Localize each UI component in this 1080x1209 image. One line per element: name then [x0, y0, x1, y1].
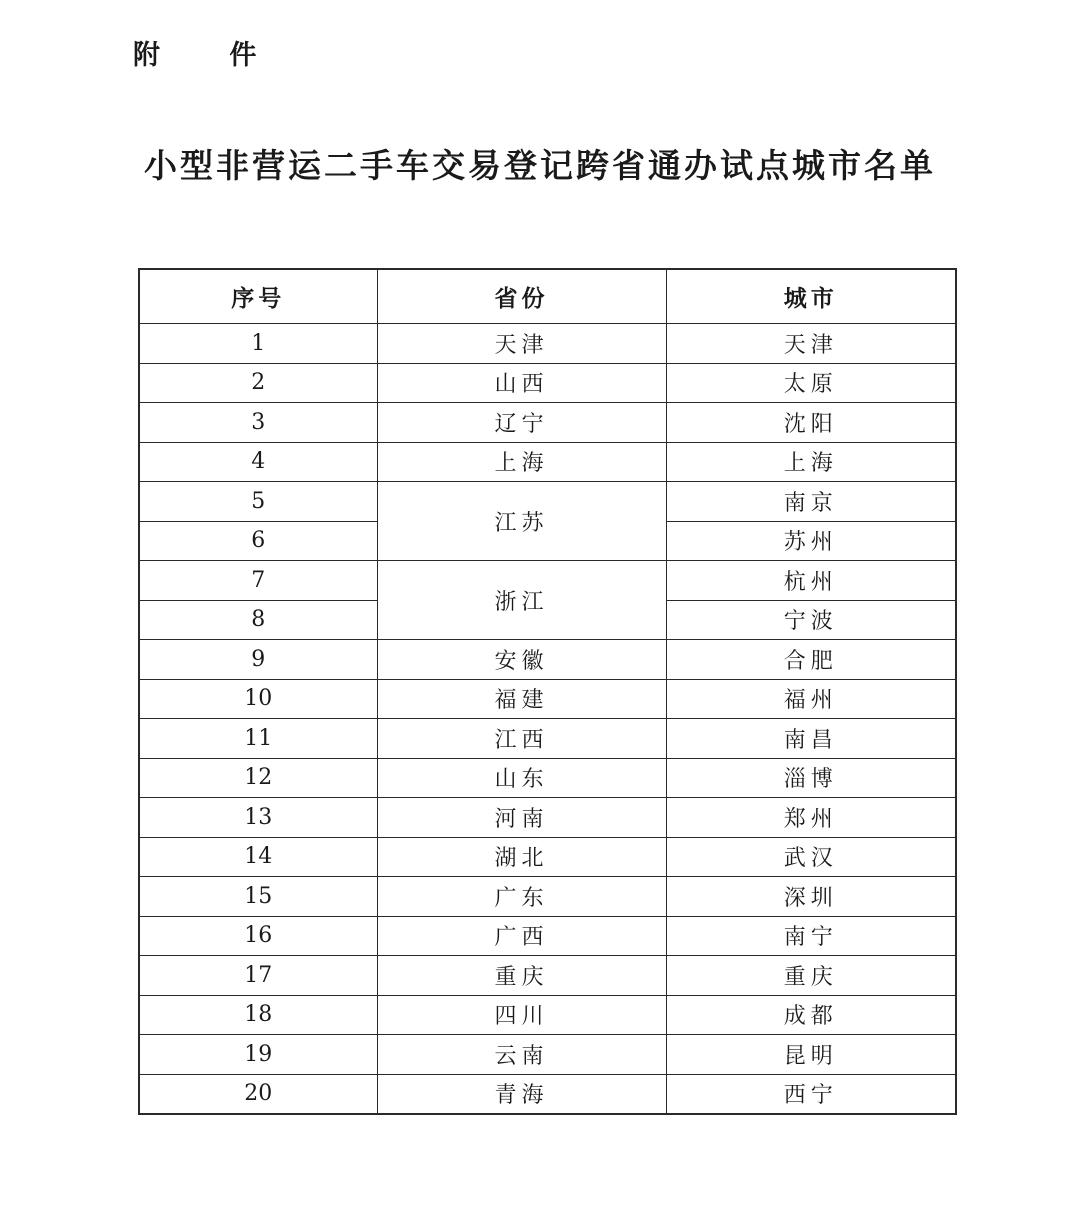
table-row	[139, 561, 956, 601]
table-row	[139, 719, 956, 759]
table-row	[139, 482, 956, 522]
row-city: 杭州	[666, 561, 956, 601]
table-row	[139, 403, 956, 443]
row-province: 广东	[377, 877, 666, 917]
row-city: 天津	[666, 324, 956, 364]
row-city: 宁波	[666, 600, 956, 640]
table-row	[139, 837, 956, 877]
row-city: 郑州	[666, 798, 956, 838]
row-city: 南宁	[666, 916, 956, 956]
row-city: 南京	[666, 482, 956, 522]
row-province: 江西	[377, 719, 666, 759]
row-province: 青海	[377, 1074, 666, 1114]
row-province: 河南	[377, 798, 666, 838]
table-row	[139, 956, 956, 996]
row-number: 10	[139, 679, 377, 719]
pilot-city-table	[138, 268, 957, 1115]
row-number: 17	[139, 956, 377, 996]
table-row	[139, 758, 956, 798]
header-province: 省份	[377, 269, 666, 324]
row-city: 武汉	[666, 837, 956, 877]
row-province: 山西	[377, 363, 666, 403]
row-number: 9	[139, 640, 377, 680]
header-city: 城市	[666, 269, 956, 324]
table-row	[139, 1035, 956, 1075]
table-row	[139, 916, 956, 956]
row-province-merged: 浙江	[377, 561, 666, 640]
row-number: 5	[139, 482, 377, 522]
row-province: 辽宁	[377, 403, 666, 443]
row-number: 11	[139, 719, 377, 759]
document-title: 小型非营运二手车交易登记跨省通办试点城市名单	[144, 146, 936, 185]
header-serial-number: 序号	[139, 269, 377, 324]
row-city: 南昌	[666, 719, 956, 759]
row-number: 18	[139, 995, 377, 1035]
row-province: 四川	[377, 995, 666, 1035]
table-row	[139, 363, 956, 403]
row-province: 云南	[377, 1035, 666, 1075]
table-row	[139, 679, 956, 719]
row-number: 2	[139, 363, 377, 403]
row-province: 上海	[377, 442, 666, 482]
row-province: 湖北	[377, 837, 666, 877]
row-number: 16	[139, 916, 377, 956]
row-province: 安徽	[377, 640, 666, 680]
row-city: 成都	[666, 995, 956, 1035]
row-province: 广西	[377, 916, 666, 956]
row-number: 4	[139, 442, 377, 482]
row-city: 太原	[666, 363, 956, 403]
row-city: 深圳	[666, 877, 956, 917]
table-row	[139, 995, 956, 1035]
row-number: 1	[139, 324, 377, 364]
row-city: 昆明	[666, 1035, 956, 1075]
row-province: 福建	[377, 679, 666, 719]
row-province-merged: 江苏	[377, 482, 666, 561]
row-city: 福州	[666, 679, 956, 719]
table-row	[139, 640, 956, 680]
table-row	[139, 442, 956, 482]
row-city: 重庆	[666, 956, 956, 996]
row-number: 13	[139, 798, 377, 838]
row-province: 重庆	[377, 956, 666, 996]
attachment-label: 附 件	[133, 40, 287, 71]
row-number: 14	[139, 837, 377, 877]
row-number: 20	[139, 1074, 377, 1114]
row-city: 上海	[666, 442, 956, 482]
row-city: 西宁	[666, 1074, 956, 1114]
row-city: 合肥	[666, 640, 956, 680]
row-number: 19	[139, 1035, 377, 1075]
row-number: 7	[139, 561, 377, 601]
table-row	[139, 1074, 956, 1114]
table-row	[139, 877, 956, 917]
table-row	[139, 324, 956, 364]
row-province: 山东	[377, 758, 666, 798]
row-number: 8	[139, 600, 377, 640]
row-number: 3	[139, 403, 377, 443]
row-number: 12	[139, 758, 377, 798]
table-header-row	[139, 269, 956, 324]
row-number: 15	[139, 877, 377, 917]
row-city: 淄博	[666, 758, 956, 798]
table-row	[139, 798, 956, 838]
row-city: 沈阳	[666, 403, 956, 443]
row-city: 苏州	[666, 521, 956, 561]
row-number: 6	[139, 521, 377, 561]
row-province: 天津	[377, 324, 666, 364]
